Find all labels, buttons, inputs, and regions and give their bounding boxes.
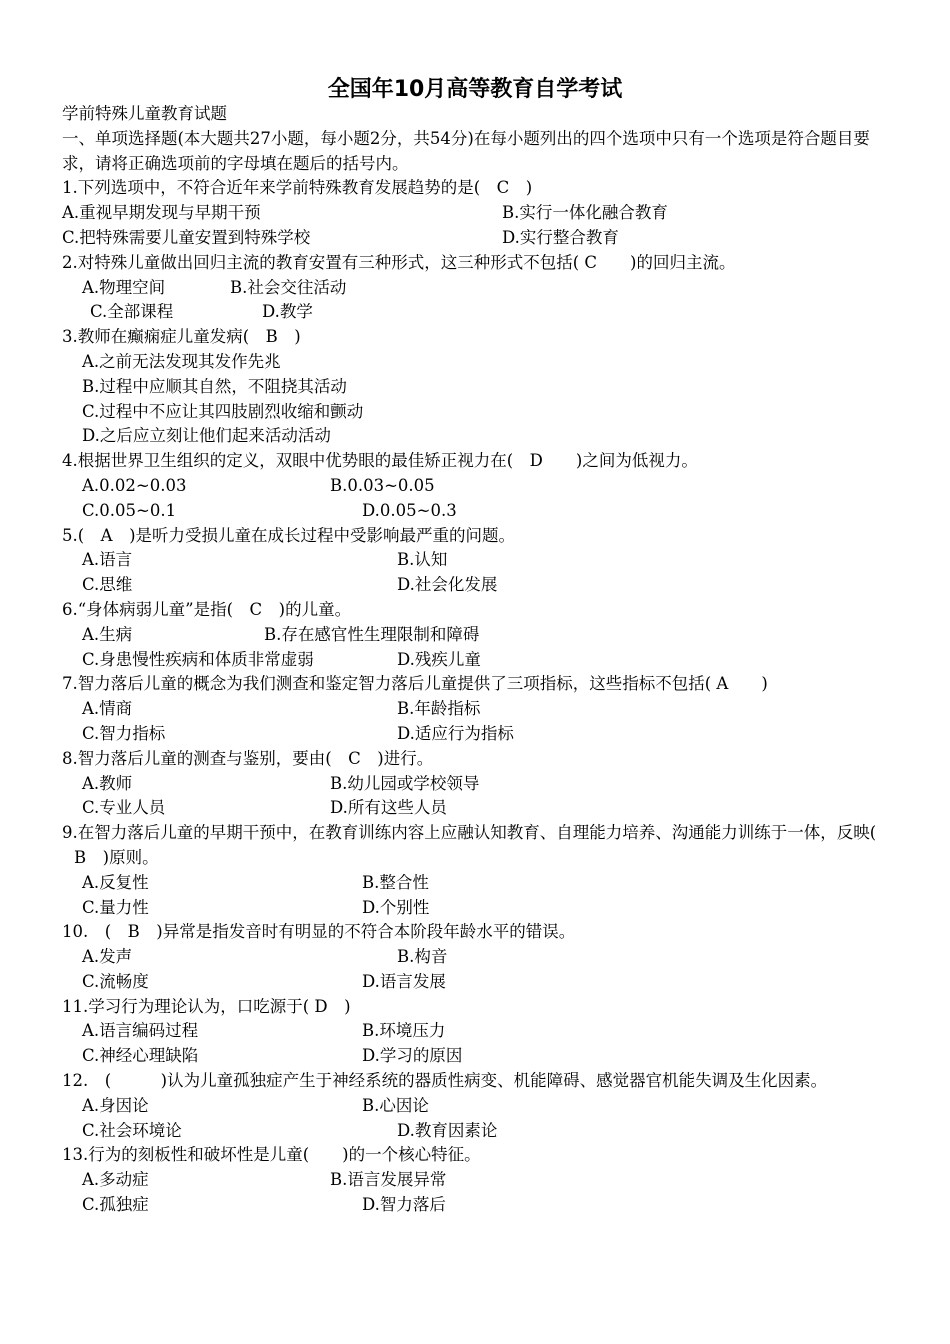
option-row: [62, 276, 888, 301]
option: D.所有这些人员: [330, 798, 447, 818]
option: D.社会化发展: [397, 575, 498, 595]
question-stem: 3.教师在癫痫症儿童发病( B ): [62, 327, 301, 347]
exam-body: [62, 102, 893, 1218]
option-row: [62, 1193, 888, 1218]
option: A.生病: [82, 624, 133, 644]
question-stem: 13.行为的刻板性和破坏性是儿童( )的一个核心特征。: [62, 1145, 481, 1165]
option: C.智力指标: [82, 723, 166, 743]
option: C.把特殊需要儿童安置到特殊学校: [62, 227, 311, 247]
question-stem: 10. ( B )异常是指发音时有明显的不符合本阶段年龄水平的错误。: [62, 922, 576, 942]
question-stem: 6.“身体病弱儿童”是指( C )的儿童。: [62, 599, 352, 619]
question-stem: 5.( A )是听力受损儿童在成长过程中受影响最严重的问题。: [62, 525, 516, 545]
option: D.语言发展: [362, 971, 446, 991]
option-row: [62, 1119, 888, 1144]
option: C.全部课程: [90, 302, 174, 322]
option: A.情商: [82, 699, 133, 719]
option: A.0.02~0.03: [82, 475, 187, 495]
question-stem: 2.对特殊儿童做出回归主流的教育安置有三种形式，这三种形式不包括( C )的回归主流。: [62, 252, 736, 272]
option-row: [62, 648, 888, 673]
option: C.专业人员: [82, 798, 166, 818]
option: D.残疾儿童: [397, 649, 481, 669]
option: B.认知: [397, 550, 448, 570]
option: A.教师: [82, 773, 133, 793]
option: A.重视早期发现与早期干预: [62, 203, 261, 223]
option-row: [62, 796, 888, 821]
option-row: [62, 201, 888, 226]
option-row: [62, 474, 888, 499]
question-stem: 7.智力落后儿童的概念为我们测查和鉴定智力落后儿童提供了三项指标，这些指标不包括( A ): [62, 674, 768, 694]
option: C.身患慢性疾病和体质非常虚弱: [82, 649, 314, 669]
option: B.整合性: [362, 872, 429, 892]
option-row: [62, 226, 888, 251]
option: A.语言: [82, 550, 133, 570]
option-row: [62, 871, 888, 896]
option-row: [62, 722, 888, 747]
option: D.学习的原因: [362, 1046, 463, 1066]
question-stem: 1.下列选项中，不符合近年来学前特殊教育发展趋势的是( C ): [62, 178, 533, 198]
option: D.0.05~0.3: [362, 500, 457, 520]
option-row: [62, 945, 888, 970]
option: D.适应行为指标: [397, 723, 514, 743]
option: A.语言编码过程: [82, 1021, 199, 1041]
option: A.发声: [82, 947, 133, 967]
option: B.语言发展异常: [330, 1170, 447, 1190]
option: A.反复性: [82, 872, 149, 892]
option-row: [62, 772, 888, 797]
option: C.量力性: [82, 897, 149, 917]
question-stem: 11.学习行为理论认为，口吃源于( D ): [62, 996, 351, 1016]
option: C.社会环境论: [82, 1120, 182, 1140]
option: B.存在感官性生理限制和障碍: [264, 624, 480, 644]
option: D.智力落后: [362, 1195, 446, 1215]
option-row: [62, 1044, 888, 1069]
option: D.实行整合教育: [502, 227, 619, 247]
option-row: [62, 896, 888, 921]
option: C.神经心理缺陷: [82, 1046, 199, 1066]
question-stem: 9.在智力落后儿童的早期干预中，在教育训练内容上应融认知教育、自理能力培养、沟通能力训练于一体，反映( B )原则。: [62, 823, 893, 867]
option-row: [62, 970, 888, 995]
question-stem: 4.根据世界卫生组织的定义，双眼中优势眼的最佳矫正视力在( D )之间为低视力。: [62, 451, 698, 471]
option: C.流畅度: [82, 971, 149, 991]
option-row: [62, 1019, 888, 1044]
option: D.个别性: [362, 897, 430, 917]
option-row: [62, 1168, 888, 1193]
option: B.幼儿园或学校领导: [330, 773, 480, 793]
option: A.物理空间: [82, 277, 166, 297]
option: B.构音: [397, 947, 448, 967]
option: D.之后应立刻让他们起来活动活动: [82, 426, 331, 446]
option: B.年龄指标: [397, 699, 481, 719]
option-row: [62, 573, 888, 598]
option-row: [62, 300, 888, 325]
option: D.教育因素论: [397, 1120, 498, 1140]
option: A.多动症: [82, 1170, 149, 1190]
option: C.孤独症: [82, 1195, 149, 1215]
section-intro: 一、单项选择题(本大题共27小题，每小题2分，共54分)在每小题列出的四个选项中只有一个选项是符合题目要求，请将正确选项前的字母填在题后的括号内。: [62, 128, 870, 173]
subject-line: 学前特殊儿童教育试题: [62, 104, 227, 123]
question-stem: 12. ( )认为儿童孤独症产生于神经系统的器质性病变、机能障碍、感觉器官机能失调及生化因素。: [62, 1071, 828, 1091]
option: C.过程中不应让其四肢剧烈收缩和颤动: [82, 401, 364, 421]
option: C.思维: [82, 575, 133, 595]
option: B.实行一体化融合教育: [502, 203, 668, 223]
option-row: [62, 697, 888, 722]
question-stem: 8.智力落后儿童的测查与鉴别，要由( C )进行。: [62, 748, 434, 768]
option: C.0.05~0.1: [82, 500, 177, 520]
option: A.之前无法发现其发作先兆: [82, 351, 281, 371]
exam-title: 全国年10月高等教育自学考试: [327, 77, 623, 102]
option-row: [62, 499, 888, 524]
option: D.教学: [262, 302, 313, 322]
option: B.过程中应顺其自然，不阻挠其活动: [82, 376, 347, 396]
option: B.社会交往活动: [230, 277, 347, 297]
option: B.心因论: [362, 1095, 429, 1115]
option-row: [62, 623, 888, 648]
option: B.环境压力: [362, 1021, 446, 1041]
option-row: [62, 548, 888, 573]
option-row: [62, 1094, 888, 1119]
option: A.身因论: [82, 1095, 149, 1115]
option: B.0.03~0.05: [330, 475, 435, 495]
